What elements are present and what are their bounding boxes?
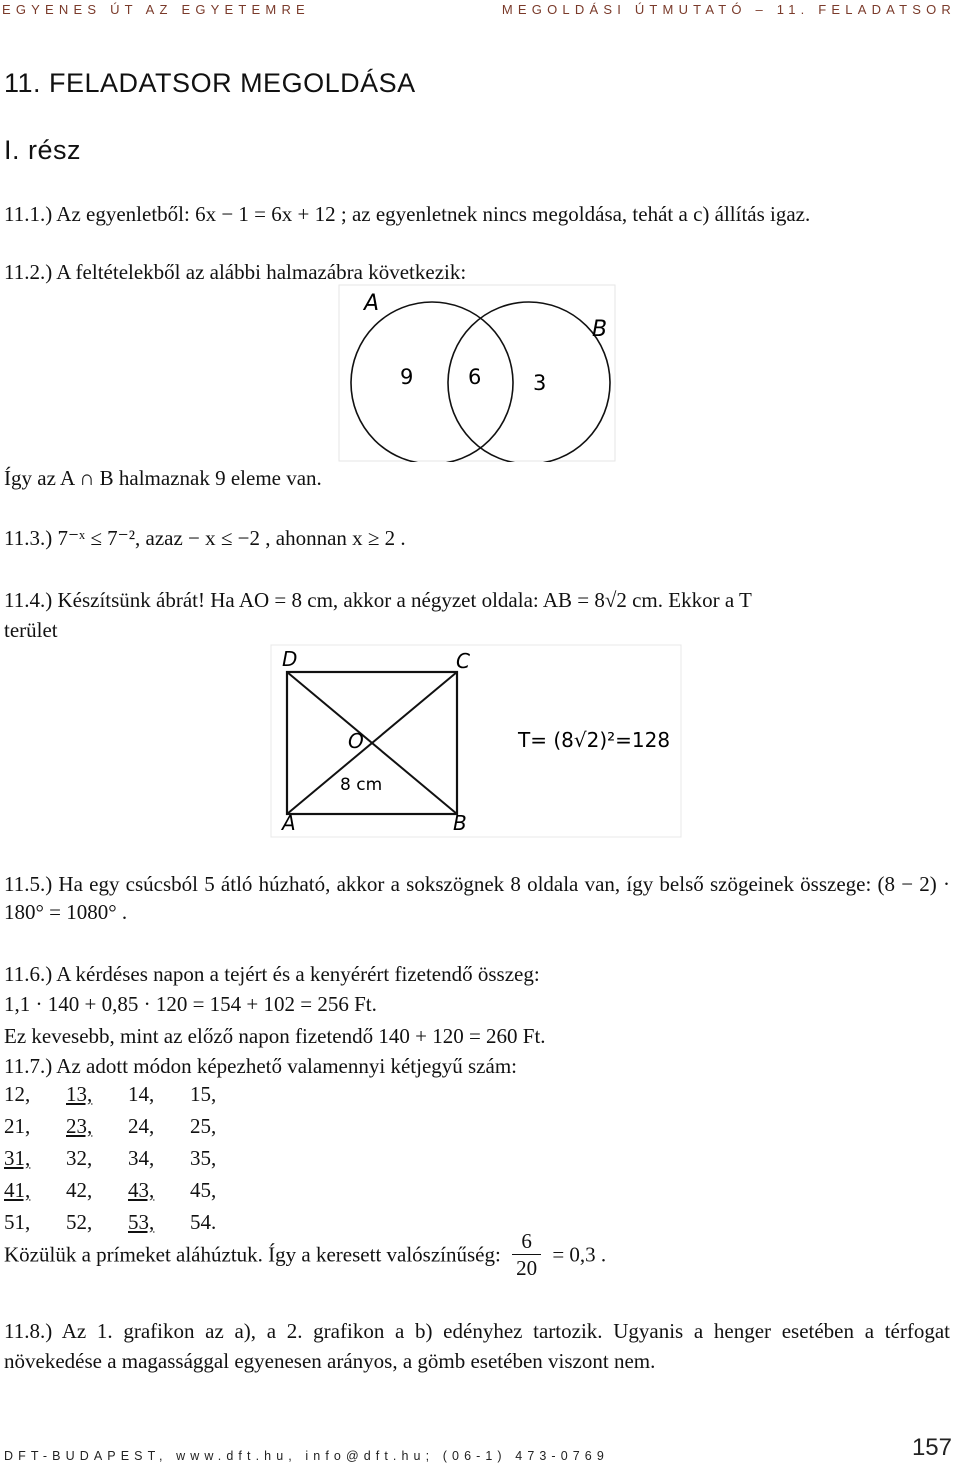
number-row [4,1080,252,1108]
number-row [4,1144,252,1172]
problem-11-4: 11.4.) Készítsünk ábrát! Ha AO = 8 cm, akkor a négyzet oldala: AB = 8√2 cm. Ekkor a T [4,588,752,612]
fraction-denominator: 20 [516,1256,538,1280]
number-cell: 45, [190,1178,217,1202]
number-cell-prime: 31, [4,1146,31,1170]
problem-11-8: 11.8.) Az 1. grafikon az a), a 2. grafikon a b) edényhez tartozik. Ugyanis a henger esetében a térfogat növekedése a magassággal egyenesen arányos, a gömb esetében viszont nem. [4,1319,950,1373]
problem-11-7: 11.7.) Az adott módon képezhető valamennyi kétjegyű szám: [4,1054,517,1078]
problem-11-5: 11.5.) Ha egy csúcsból 5 átló húzható, akkor a sokszögnek 8 oldala van, így belső szögeinek összege: (8 − 2) · 180° = 1080° . [4,872,950,924]
number-grid [4,1080,252,1236]
number-cell: 51, [4,1210,31,1234]
probability-text: Közülük a prímeket aláhúztuk. Így a keresett valószínűség: [4,1242,501,1267]
number-cell: 15, [190,1082,217,1106]
number-cell: 52, [66,1210,93,1234]
number-cell: 14, [128,1082,155,1106]
venn-right-count: 3 [533,371,547,395]
venn-label-b: B [592,317,608,342]
area-formula: T= (8√2)²=128 [518,728,671,752]
problem-11-4-cont: terület [4,618,58,642]
problem-11-3: 11.3.) 7⁻ˣ ≤ 7⁻², azaz − x ≤ −2 , ahonnan x ≥ 2 . [4,526,406,550]
section-title: I. rész [4,135,82,165]
number-cell-prime: 23, [66,1114,93,1138]
label-a: A [282,811,296,835]
number-cell-prime: 53, [128,1210,155,1234]
number-cell: 12, [4,1082,31,1106]
number-cell: 34, [128,1146,155,1170]
probability-result: = 0,3 . [552,1242,607,1267]
venn-label-a: A [364,291,380,316]
footer-contact: DFT-BUDAPEST, www.dft.hu, info@dft.hu; (06-1) 473-0769 [4,1449,609,1463]
number-cell: 35, [190,1146,217,1170]
number-row [4,1112,252,1140]
number-cell: 54. [190,1210,217,1234]
number-row [4,1176,252,1204]
header-right: MEGOLDÁSI ÚTMUTATÓ – 11. FELADATSOR [501,2,956,17]
venn-left-count: 9 [400,365,414,389]
number-cell: 21, [4,1114,31,1138]
label-o: O [348,729,364,753]
number-cell: 25, [190,1114,217,1138]
number-cell-prime: 41, [4,1178,31,1202]
probability-line [4,1228,606,1281]
page-title: 11. FELADATSOR MEGOLDÁSA [4,68,416,98]
label-b: B [453,811,467,835]
number-cell-prime: 43, [128,1178,155,1202]
problem-11-6-compare: Ez kevesebb, mint az előző napon fizetendő 140 + 120 = 260 Ft. [4,1024,546,1048]
probability-fraction [512,1228,541,1281]
header-left: EGYENES ÚT AZ EGYETEMRE [2,2,310,17]
label-c: C [456,649,470,673]
problem-11-1: 11.1.) Az egyenletből: 6x − 1 = 6x + 12 ; az egyenletnek nincs megoldása, tehát a c) állítás igaz. [4,202,811,226]
problem-11-2-result: Így az A ∩ B halmaznak 9 eleme van. [4,466,322,490]
number-cell: 24, [128,1114,155,1138]
number-cell: 32, [66,1146,93,1170]
page-number: 157 [911,1434,952,1461]
venn-diagram [338,284,616,462]
problem-11-2: 11.2.) A feltételekből az alábbi halmazábra következik: [4,260,467,284]
label-side-length: 8 cm [340,775,383,795]
number-cell: 42, [66,1178,93,1202]
problem-11-6-calc: 1,1 · 140 + 0,85 · 120 = 154 + 102 = 256 Ft. [4,992,377,1016]
square-diagram [270,644,682,838]
problem-11-6: 11.6.) A kérdéses napon a tejért és a kenyérért fizetendő összeg: [4,962,540,986]
fraction-numerator: 6 [512,1228,541,1255]
number-cell-prime: 13, [66,1082,93,1106]
label-d: D [282,647,298,671]
venn-intersection-count: 6 [468,365,482,389]
